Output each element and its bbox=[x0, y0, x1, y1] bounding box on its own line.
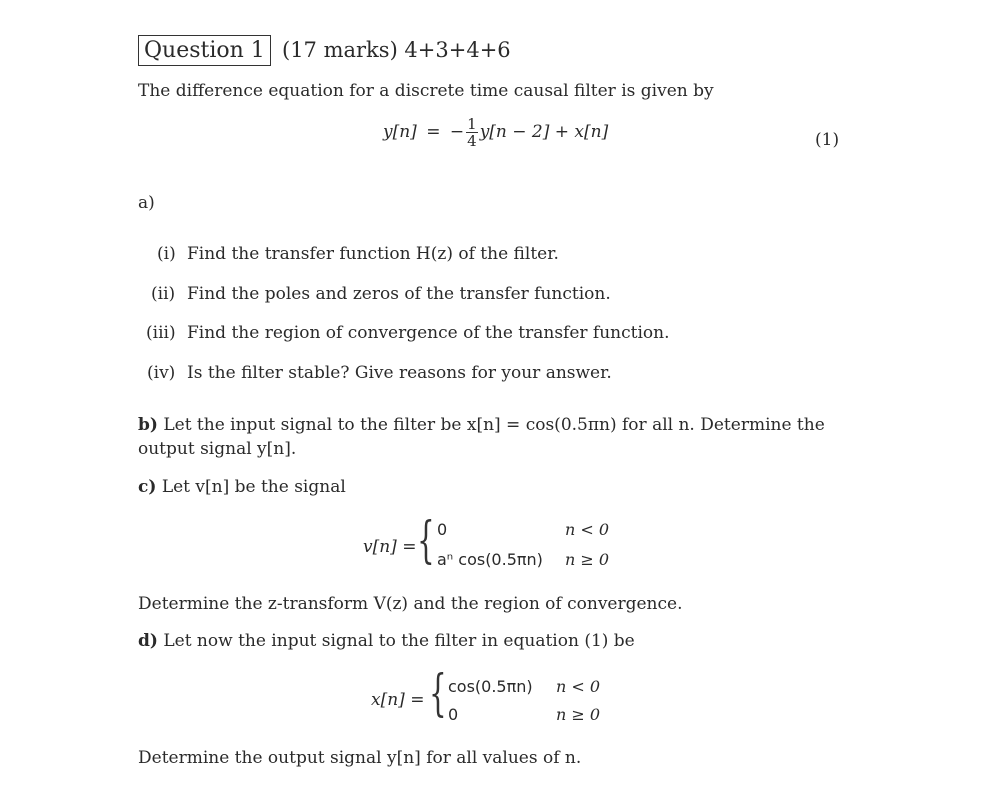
x-signal-lhs: x[n] = bbox=[371, 690, 425, 710]
question-marks: (17 marks) 4+3+4+6 bbox=[282, 38, 511, 62]
eq1-numerator: 1 bbox=[467, 115, 477, 133]
part-a-item-text: Find the transfer function H(z) of the filter. bbox=[187, 244, 559, 264]
part-a-item-text: Is the filter stable? Give reasons for your answer. bbox=[187, 363, 612, 383]
x-signal-brace: { bbox=[429, 664, 447, 722]
eq1-minus: − bbox=[449, 122, 465, 142]
part-c-intro bbox=[138, 477, 346, 497]
part-a-item-number: (iii) bbox=[146, 323, 176, 343]
part-c-label: c) bbox=[138, 477, 157, 497]
part-c-question: Determine the z-transform V(z) and the region of convergence. bbox=[138, 594, 683, 614]
x-case1-condition: n < 0 bbox=[556, 677, 601, 696]
part-d-label: d) bbox=[138, 631, 158, 651]
difference-equation bbox=[383, 116, 608, 149]
part-a-label: a) bbox=[138, 193, 155, 213]
part-a-item bbox=[147, 363, 612, 383]
v-signal-lhs: v[n] = bbox=[363, 537, 417, 557]
equation-number: (1) bbox=[815, 130, 840, 150]
x-case2-condition: n ≥ 0 bbox=[556, 705, 601, 724]
v-case1-condition: n < 0 bbox=[565, 520, 610, 539]
part-a-item-number: (iv) bbox=[147, 363, 176, 383]
eq1-denominator: 4 bbox=[467, 132, 477, 150]
eq1-equals: = bbox=[426, 122, 441, 142]
question-title: Question 1 bbox=[144, 38, 265, 63]
v-case1-value: 0 bbox=[437, 520, 448, 539]
part-d-intro bbox=[138, 631, 635, 651]
part-b-line1 bbox=[138, 415, 825, 435]
part-a-item-number: (i) bbox=[157, 244, 176, 264]
part-d-text: Let now the input signal to the filter in equation (1) be bbox=[163, 631, 635, 651]
x-case2-value: 0 bbox=[448, 705, 459, 724]
intro-text: The difference equation for a discrete time causal filter is given by bbox=[138, 81, 714, 101]
part-a-item-text: Find the region of convergence of the transfer function. bbox=[187, 323, 670, 343]
v-signal-brace: { bbox=[417, 511, 435, 569]
part-b-text: Let the input signal to the filter be x[n] = cos(0.5πn) for all n. Determine the bbox=[163, 415, 825, 435]
part-d-question: Determine the output signal y[n] for all values of n. bbox=[138, 748, 582, 768]
part-c-text: Let v[n] be the signal bbox=[161, 477, 346, 497]
part-b-line2: output signal y[n]. bbox=[138, 439, 297, 459]
v-case2-condition: n ≥ 0 bbox=[565, 550, 610, 569]
part-a-item-number: (ii) bbox=[151, 284, 176, 304]
v-case2-value: aⁿ cos(0.5πn) bbox=[437, 550, 543, 569]
eq1-lhs: y[n] bbox=[383, 122, 417, 142]
part-a-item-text: Find the poles and zeros of the transfer function. bbox=[187, 284, 611, 304]
part-a-item bbox=[146, 323, 670, 343]
part-a-item bbox=[151, 284, 611, 304]
part-a-item bbox=[157, 244, 559, 264]
x-case1-value: cos(0.5πn) bbox=[448, 677, 533, 696]
question-title-box bbox=[138, 35, 271, 66]
eq1-rhs: y[n − 2] + x[n] bbox=[479, 122, 609, 142]
eq1-fraction bbox=[466, 116, 478, 149]
part-b-label: b) bbox=[138, 415, 158, 435]
